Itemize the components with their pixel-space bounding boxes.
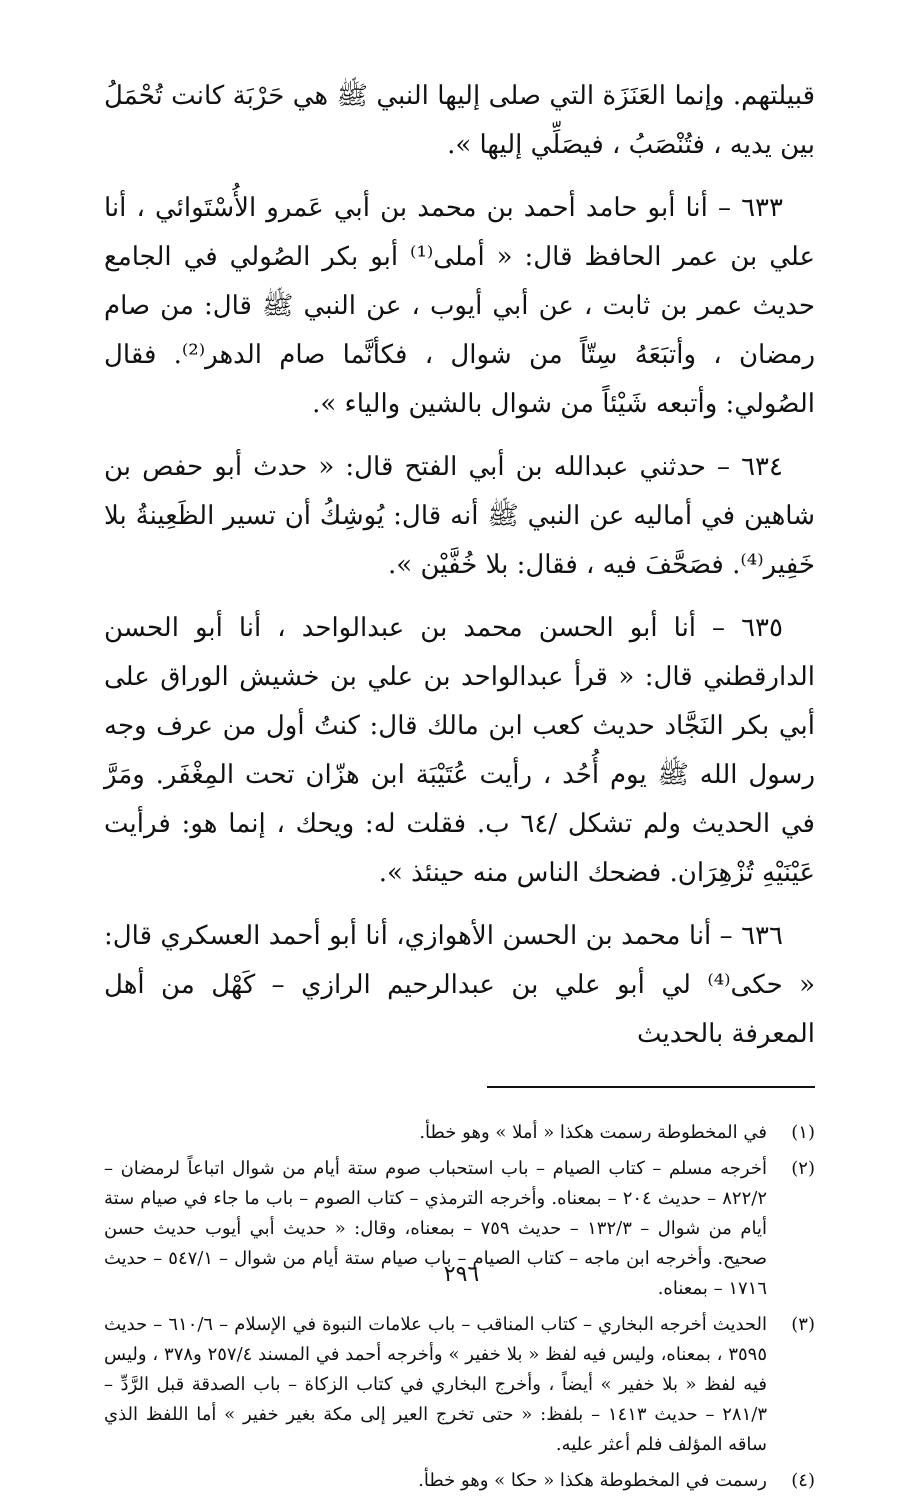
footnote-1 [104, 1118, 815, 1148]
footnote-text: أخرجه مسلم – كتاب الصيام – باب استحباب صوم ستة أيام من شوال اتباعاً لرمضان – ٨٢٢/٢ – حديث ٢٠٤ – بمعناه. وأخرجه الترمذي – كتاب الصوم – باب ما جاء في صيام ستة أيام من شوال – ١٣٢/٣ – حديث ٧٥٩ – بمعناه، وقال: « حديث أبي أيوب حديث حسن صحيح. وأخرجه ابن ماجه – كتاب الصيام – باب صيام ستة أيام من شوال – ٥٤٧/١ – حديث ١٧١٦ – بمعناه. [104, 1158, 768, 1299]
paragraph-635: ٦٣٥ – أنا أبو الحسن محمد بن عبدالواحد ، أنا أبو الحسن الدارقطني قال: « قرأ عبدالواحد بن علي بن خشيش الوراق على أبي بكر النَجَّاد حديث كعب ابن مالك قال: كنتُ أول من عرف وجه رسول الله ﷺ يوم أُحُد ، رأيت عُتَيْبَة ابن هزّان تحت المِغْفَر. ومَرَّ في الحديث ولم تشكل /٦٤ ب. فقلت له: ويحك ، إنما هو: فرأيت عَيْنَيْهِ تُزْهِرَان. فضحك الناس منه حينئذ ». [104, 613, 815, 888]
footnote-4 [104, 1466, 815, 1496]
footnote-divider [487, 1086, 815, 1088]
paragraph-633: ٦٣٣ – أنا أبو حامد أحمد بن محمد بن أبي عَمرو الأُسْتَوائي ، أنا علي بن عمر الحافظ قال: « أملى⁽¹⁾ أبو بكر الصُولي في الجامع حديث عمر بن ثابت ، عن أبي أيوب ، عن النبي ﷺ قال: من صام رمضان ، وأتبَعَهُ سِتّاً من شوال ، فكأنَّما صام الدهر⁽²⁾. فقال الصُولي: وأتبعه شَيْئاً من شوال بالشين والياء ». [104, 193, 815, 419]
footnote-number: (٣) [791, 1314, 815, 1335]
footnote-number: (١) [791, 1122, 815, 1143]
footnote-text: رسمت في المخطوطة هكذا « حكا » وهو خطأ. [418, 1470, 767, 1491]
footnotes [104, 1118, 815, 1496]
footnote-text: الحديث أخرجه البخاري – كتاب المناقب – باب علامات النبوة في الإسلام – ٦١٠/٦ – حديث ٣٥٩٥ ، بمعناه، وليس فيه لفظ « بلا خفير » وأخرجه أحمد في المسند ٢٥٧/٤ و٣٧٨ ، وليس فيه لفظ « بلا خفير » أيضاً ، وأخرج البخاري في كتاب الزكاة – باب الصدقة قبل الرَّدِّ – ٢٨١/٣ – حديث ١٤١٣ – بلفظ: « حتى تخرج العير إلى مكة بغير خفير » أما اللفظ الذي ساقه المؤلف فلم أعثر عليه. [104, 1314, 768, 1455]
paragraph-636: ٦٣٦ – أنا محمد بن الحسن الأهوازي، أنا أبو أحمد العسكري قال: « حكى⁽⁴⁾ لي أبو علي بن عبدالرحيم الرازي – كَهْل من أهل المعرفة بالحديث [104, 921, 815, 1049]
page-number: ٢٩٦ [443, 1262, 480, 1287]
footnote-3 [104, 1310, 815, 1460]
paragraph-continuation: قبيلتهم. وإنما العَنَزَة التي صلى إليها النبي ﷺ هي حَرْبَة كانت تُحْمَلُ بين يديه ، فتُنْصَبُ ، فيصَلِّي إليها ». [104, 81, 815, 160]
footnote-text: في المخطوطة رسمت هكذا « أملا » وهو خطأ. [419, 1122, 767, 1143]
footnote-number: (٤) [791, 1470, 815, 1491]
footnote-number: (٢) [791, 1158, 815, 1179]
paragraph-634: ٦٣٤ – حدثني عبدالله بن أبي الفتح قال: « حدث أبو حفص بن شاهين في أماليه عن النبي ﷺ أنه قال: يُوشِكُ أن تسير الظَعِينةُ بلا خَفِير⁽⁴⁾. فصَحَّفَ فيه ، فقال: بلا خُفَّيْن ». [104, 452, 815, 580]
